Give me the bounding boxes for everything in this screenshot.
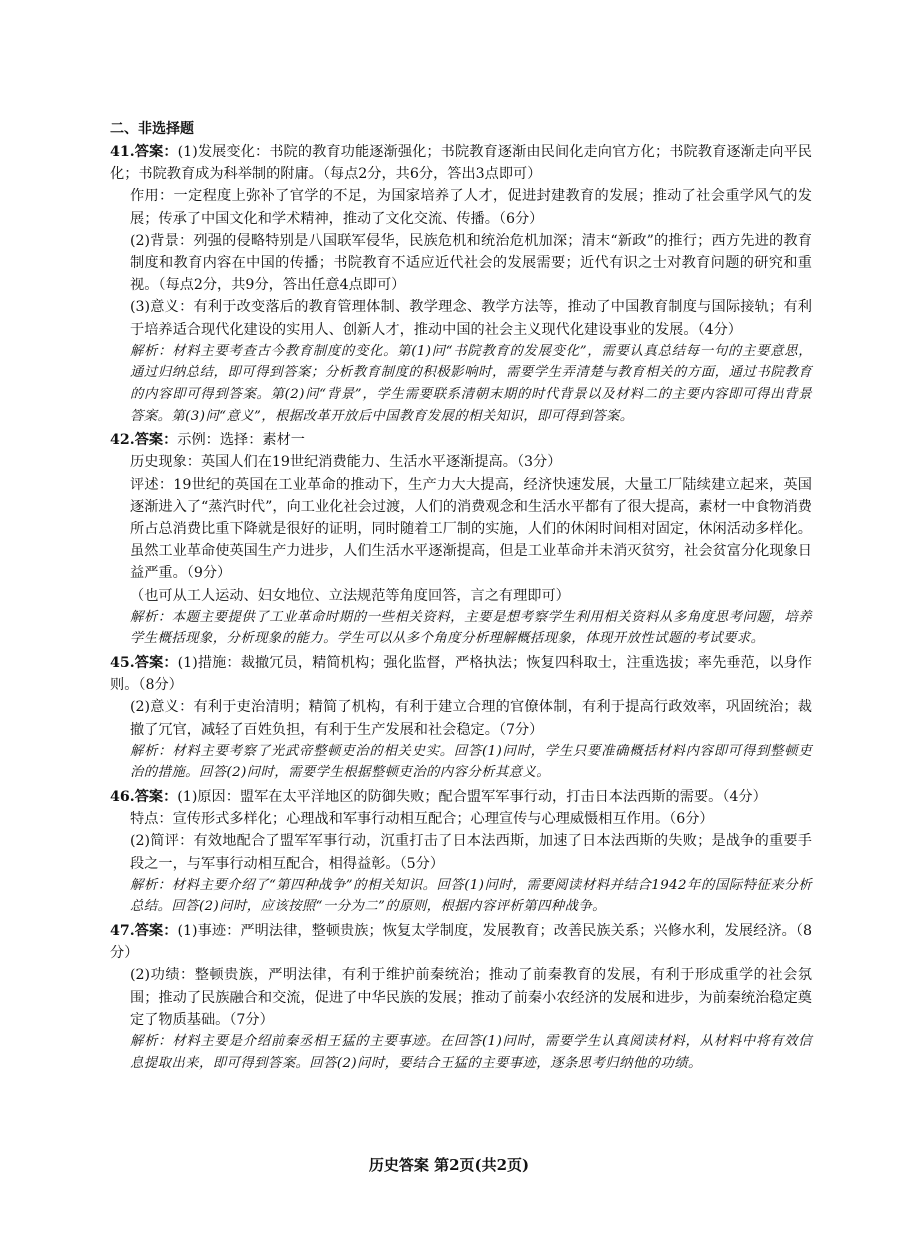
question-47 bbox=[110, 920, 812, 1074]
answer-label: 答案： bbox=[134, 923, 178, 940]
answer-paragraph bbox=[110, 920, 812, 964]
question-46 bbox=[110, 786, 812, 918]
analysis-text: 解析：材料主要是介绍前秦丞相王猛的主要事迹。在回答(1)问时，需要学生认真阅读材料，从材料中将有效信息提取出来，即可得到答案。回答(2)问时，要结合王猛的主要事迹，逐条思考归纳他的功绩。 bbox=[130, 1034, 812, 1071]
answer-paragraph: (2)功绩：整顿贵族，严明法律，有利于维护前秦统治；推动了前秦教育的发展，有利于形成重学的社会氛围；推动了民族融合和交流，促进了中华民族的发展；推动了前秦小农经济的发展和进步，为前秦统治稳定奠定了物质基础。（7分） bbox=[130, 967, 812, 1028]
answer-paragraph bbox=[110, 652, 812, 696]
answer-paragraph bbox=[110, 429, 812, 451]
answer-paragraph: 评述：19世纪的英国在工业革命的推动下，生产力大大提高，经济快速发展，大量工厂陆续建立起来，英国逐渐进入了“蒸汽时代”，向工业化社会过渡，人们的消费观念和生活水平都有了很大提高，素材一中食物消费所占总消费比重下降就是很好的证明，同时随着工厂制的实施，人们的休闲时间相对固定，休闲活动多样化。虽然工业革命使英国生产力进步，人们生活水平逐渐提高，但是工业革命并未消灭贫穷，社会贫富分化现象日益严重。（9分） bbox=[130, 476, 812, 582]
answer-text: (1)原因：盟军在太平洋地区的防御失败；配合盟军军事行动，打击日本法西斯的需要。（4分） bbox=[177, 789, 767, 806]
analysis-text: 解析：本题主要提供了工业革命时期的一些相关资料，主要是想考察学生利用相关资料从多角度思考问题，培养学生概括现象，分析现象的能力。学生可以从多个角度分析理解概括现象，体现开放性试题的考试要求。 bbox=[130, 609, 812, 647]
question-number: 47. bbox=[110, 923, 135, 940]
question-45 bbox=[110, 652, 812, 784]
answer-paragraph bbox=[110, 141, 812, 185]
page-footer: 历史答案 第2页(共2页) bbox=[368, 1156, 530, 1174]
answer-text: (1)发展变化：书院的教育功能逐渐强化；书院教育逐渐由民间化走向官方化；书院教育逐渐走向平民化；书院教育成为科举制的附庸。（每点2分，共6分，答出3点即可） bbox=[110, 144, 812, 183]
question-41 bbox=[110, 141, 812, 427]
answer-label: 答案： bbox=[134, 789, 178, 806]
question-42 bbox=[110, 429, 812, 650]
analysis-text: 解析：材料主要考察了光武帝整顿吏治的相关史实。回答(1)问时，学生只要准确概括材料内容即可得到整顿吏治的措施。回答(2)问时，需要学生根据整顿吏治的内容分析其意义。 bbox=[130, 743, 812, 781]
answer-text: (1)事迹：严明法律，整顿贵族；恢复太学制度，发展教育；改善民族关系；兴修水利，发展经济。（8分） bbox=[110, 923, 812, 962]
answer-paragraph: (3)意义：有利于改变落后的教育管理体制、教学理念、教学方法等，推动了中国教育制度与国际接轨；有利于培养适合现代化建设的实用人、创新人才，推动中国的社会主义现代化建设事业的发展。（4分） bbox=[130, 299, 812, 338]
answer-label: 答案： bbox=[134, 432, 178, 449]
section-title: 二、非选择题 bbox=[110, 121, 194, 137]
answer-label: 答案： bbox=[134, 655, 178, 672]
answer-text: (1)措施：裁撤冗员，精简机构；强化监督，严格执法；恢复四科取士，注重选拔；率先垂范，以身作则。（8分） bbox=[110, 655, 812, 694]
answer-paragraph: (2)意义：有利于吏治清明；精简了机构，有利于建立合理的官僚体制，有利于提高行政效率，巩固统治；裁撤了冗官，减轻了百姓负担，有利于生产发展和社会稳定。（7分） bbox=[130, 699, 812, 738]
answer-paragraph: (2)简评：有效地配合了盟军军事行动，沉重打击了日本法西斯，加速了日本法西斯的失败；是战争的重要手段之一，与军事行动相互配合，相得益彰。（5分） bbox=[130, 833, 812, 872]
answer-label: 答案： bbox=[134, 144, 178, 160]
answer-paragraph: (2)背景：列强的侵略特别是八国联军侵华，民族危机和统治危机加深；清末“新政”的推行；西方先进的教育制度和教育内容在中国的传播；书院教育不适应近代社会的发展需要；近代有识之士对教育问题的研究和重视。（每点2分，共9分，答出任意4点即可） bbox=[130, 232, 812, 294]
analysis-text: 解析：材料主要介绍了“第四种战争”的相关知识。回答(1)问时，需要阅读材料并结合1942年的国际特征来分析总结。回答(2)问时，应该按照“一分为二”的原则，根据内容评析第四种战争。 bbox=[130, 877, 812, 915]
question-number: 41. bbox=[110, 144, 135, 160]
question-number: 45. bbox=[110, 655, 135, 672]
question-number: 42. bbox=[110, 432, 135, 449]
answer-paragraph: 历史现象：英国人们在19世纪消费能力、生活水平逐渐提高。（3分） bbox=[130, 454, 562, 471]
analysis-text: 解析：材料主要考查古今教育制度的变化。第(1)问“书院教育的发展变化”，需要认真总结每一句的主要意思，通过归纳总结，即可得到答案；分析教育制度的积极影响时，需要学生弄清楚与教育相关的方面，通过书院教育的内容即可得到答案。第(2)问“背景”，学生需要联系清朝末期的时代背景以及材料二的主要内容即可得出背景答案。第(3)问“意义”，根据改革开放后中国教育发展的相关知识，即可得到答案。 bbox=[130, 343, 812, 424]
question-number: 46. bbox=[110, 789, 135, 806]
answer-paragraph: 特点：宣传形式多样化；心理战和军事行动相互配合；心理宣传与心理威慑相互作用。（6分） bbox=[130, 811, 714, 828]
answer-paragraph: 作用：一定程度上弥补了官学的不足，为国家培养了人才，促进封建教育的发展；推动了社会重学风气的发展；传承了中国文化和学术精神，推动了文化交流、传播。（6分） bbox=[130, 188, 812, 227]
answer-paragraph: （也可从工人运动、妇女地位、立法规范等角度回答，言之有理即可） bbox=[130, 587, 570, 604]
answer-paragraph bbox=[110, 786, 812, 808]
answer-text: 示例：选择：素材一 bbox=[177, 432, 305, 449]
